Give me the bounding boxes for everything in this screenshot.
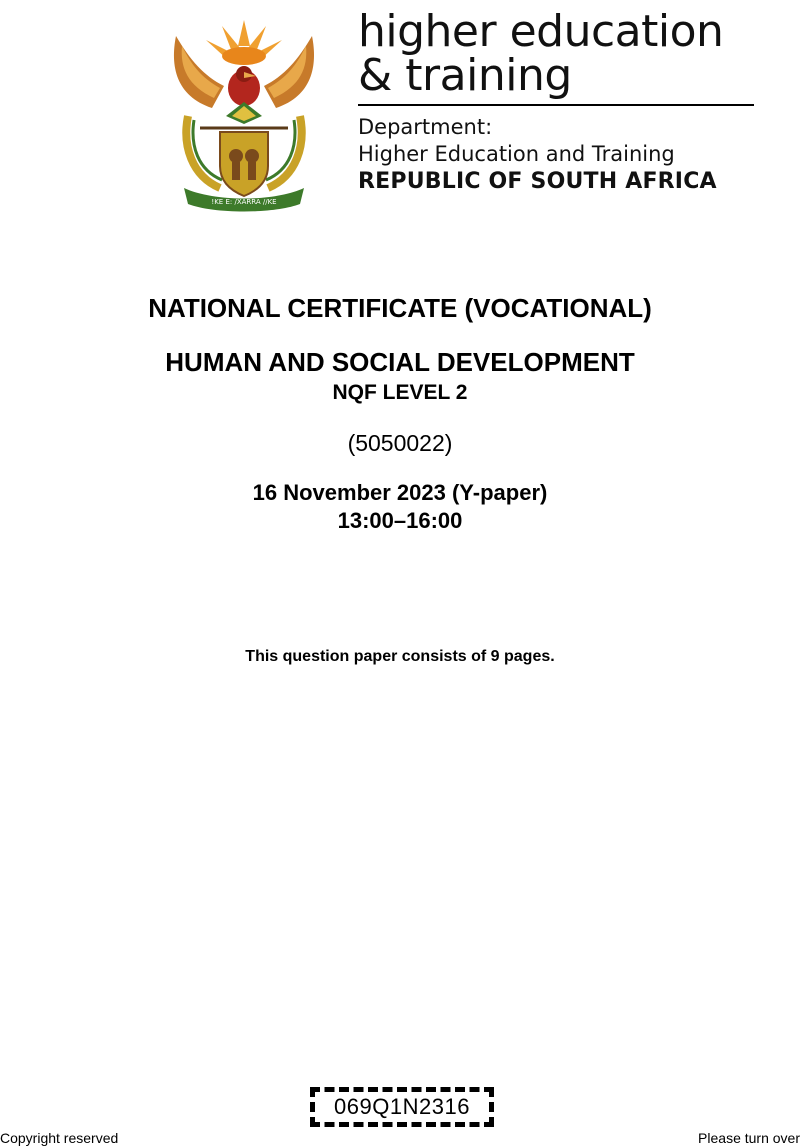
coat-of-arms-logo: [164, 16, 324, 212]
footer-copyright: Copyright reserved: [0, 1130, 119, 1146]
secretary-bird-icon: [228, 66, 260, 106]
exam-time: 13:00–16:00: [337, 508, 463, 533]
paper-code: 069Q1N2316: [334, 1094, 470, 1119]
logo-line-2: & training: [358, 50, 572, 101]
page-count-note: This question paper consists of 9 pages.: [245, 648, 555, 665]
shield-icon: [220, 132, 268, 196]
country-name: REPUBLIC OF SOUTH AFRICA: [358, 169, 717, 194]
subject-title: HUMAN AND SOCIAL DEVELOPMENT: [165, 347, 635, 377]
department-label: Department:: [358, 115, 493, 139]
paper-code-box: [310, 1087, 494, 1127]
subject-code: (5050022): [347, 430, 453, 456]
divider: [358, 104, 754, 106]
exam-date: 16 November 2023 (Y-paper): [252, 480, 548, 505]
footer-turn-over: Please turn over: [698, 1130, 800, 1146]
certificate-title: NATIONAL CERTIFICATE (VOCATIONAL): [148, 293, 652, 323]
sun-icon: [206, 20, 282, 65]
nqf-level: NQF LEVEL 2: [332, 381, 468, 404]
protea-flower-icon: [226, 102, 262, 124]
logo-line-1: higher education: [358, 6, 724, 57]
department-header: [358, 6, 758, 195]
department-name: Higher Education and Training: [358, 142, 675, 166]
motto-text: !KE E: /XARRA //KE: [211, 198, 277, 206]
